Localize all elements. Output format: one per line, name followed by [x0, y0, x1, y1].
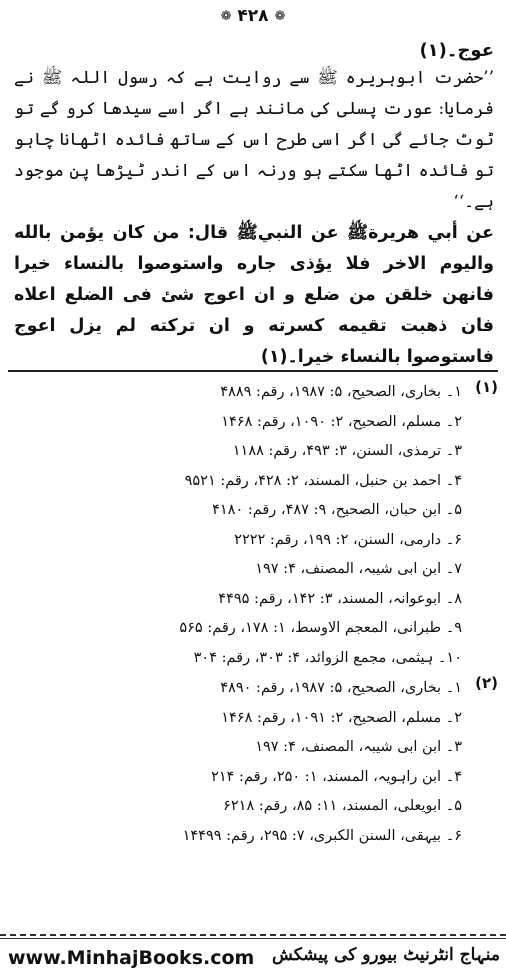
urdu-translation: ’’حضرت ابوہریرہ ﷺ سے روایت ہے کہ رسول اللہ ﷺ نے فرمایا: عورت پسلی کی مانند ہے اگر اسے سیدھا کرو گے تو ٹوٹ جائے گی اگر اسی طرح اس کے ساتھ فائدہ اٹھانا چاہو تو فائدہ اٹھا سکتے ہو ورنہ اس کے اندر ٹیڑھا پن موجود ہے۔‘‘ — [14, 68, 494, 212]
footer-divider-dashed — [0, 934, 506, 936]
reference-group-2 — [60, 674, 498, 851]
reference-item: ۴۔ احمد بن حنبل، المسند، ۲: ۴۲۸، رقم: ۹۵۲۱ — [184, 472, 462, 489]
page-number: ۴۲۸ — [237, 6, 269, 26]
reference-item: ۵۔ ابن حبان، الصحیح، ۹: ۴۸۷، رقم: ۴۱۸۰ — [212, 502, 462, 518]
reference-group-number: (۲) — [475, 674, 498, 692]
arabic-hadith: عن أبي هريرةﷺ عن النبيﷺ قال: من كان يؤمن بالله واليوم الاخر فلا يؤذى جاره واستوصوا بالنساء خيرا فانهن خلقن من ضلع و ان اعوج شئ فى الضلع اعلاه فان ذهبت تقيمه كسرته و ان تركته لم يزل اعوج فاستوصوا بالنساء خيرا۔(۱) — [14, 223, 494, 367]
reference-item: ۱۰۔ ہیثمی، مجمع الزوائد، ۴: ۳۰۳، رقم: ۳۰۴ — [193, 649, 462, 666]
ornament-left-icon: ❁ — [220, 8, 232, 24]
reference-item: ۲۔ مسلم، الصحیح، ۲: ۱۰۹۰، رقم: ۱۴۶۸ — [221, 413, 462, 430]
main-text — [14, 40, 494, 373]
references — [60, 378, 498, 851]
reference-item: ۲۔ مسلم، الصحیح، ۲: ۱۰۹۱، رقم: ۱۴۶۸ — [221, 709, 462, 726]
section-heading: عوج۔(۱) — [419, 40, 494, 61]
reference-item: ۸۔ ابوعوانہ، المسند، ۳: ۱۴۲، رقم: ۴۴۹۵ — [218, 590, 462, 607]
website-link[interactable]: www.MinhajBooks.com — [8, 947, 255, 969]
page-number-header — [0, 6, 506, 26]
publisher-credit: منہاج انٹرنیٹ بیورو کی پیشکش — [272, 945, 500, 965]
reference-item: ۹۔ طبرانی، المعجم الاوسط، ۱: ۱۷۸، رقم: ۵۶۵ — [179, 620, 462, 636]
reference-group-1 — [60, 378, 498, 673]
reference-item: ۳۔ ترمذی، السنن، ۳: ۴۹۳، رقم: ۱۱۸۸ — [232, 443, 462, 459]
reference-item: ۳۔ ابن ابی شیبہ، المصنف، ۴: ۱۹۷ — [255, 739, 462, 755]
footnote-divider — [8, 370, 498, 372]
ornament-right-icon: ❁ — [274, 8, 286, 24]
reference-item: ۱۔ بخاری، الصحیح، ۵: ۱۹۸۷، رقم: ۴۸۸۹ — [220, 384, 462, 400]
reference-item: ۷۔ ابن ابی شیبہ، المصنف، ۴: ۱۹۷ — [255, 561, 462, 577]
reference-item: ۶۔ دارمی، السنن، ۲: ۱۹۹، رقم: ۲۲۲۲ — [234, 531, 462, 548]
footer-divider — [0, 938, 506, 939]
reference-item: ۵۔ ابویعلی، المسند، ۱۱: ۸۵، رقم: ۶۲۱۸ — [223, 798, 462, 814]
reference-item: ۴۔ ابن راہویہ، المسند، ۱: ۲۵۰، رقم: ۲۱۴ — [211, 768, 462, 785]
reference-item: ۶۔ بیہقی، السنن الکبری، ۷: ۲۹۵، رقم: ۱۴۴۹۹ — [182, 827, 462, 844]
reference-item: ۱۔ بخاری، الصحیح، ۵: ۱۹۸۷، رقم: ۴۸۹۰ — [220, 680, 462, 696]
reference-group-number: (۱) — [475, 378, 498, 396]
